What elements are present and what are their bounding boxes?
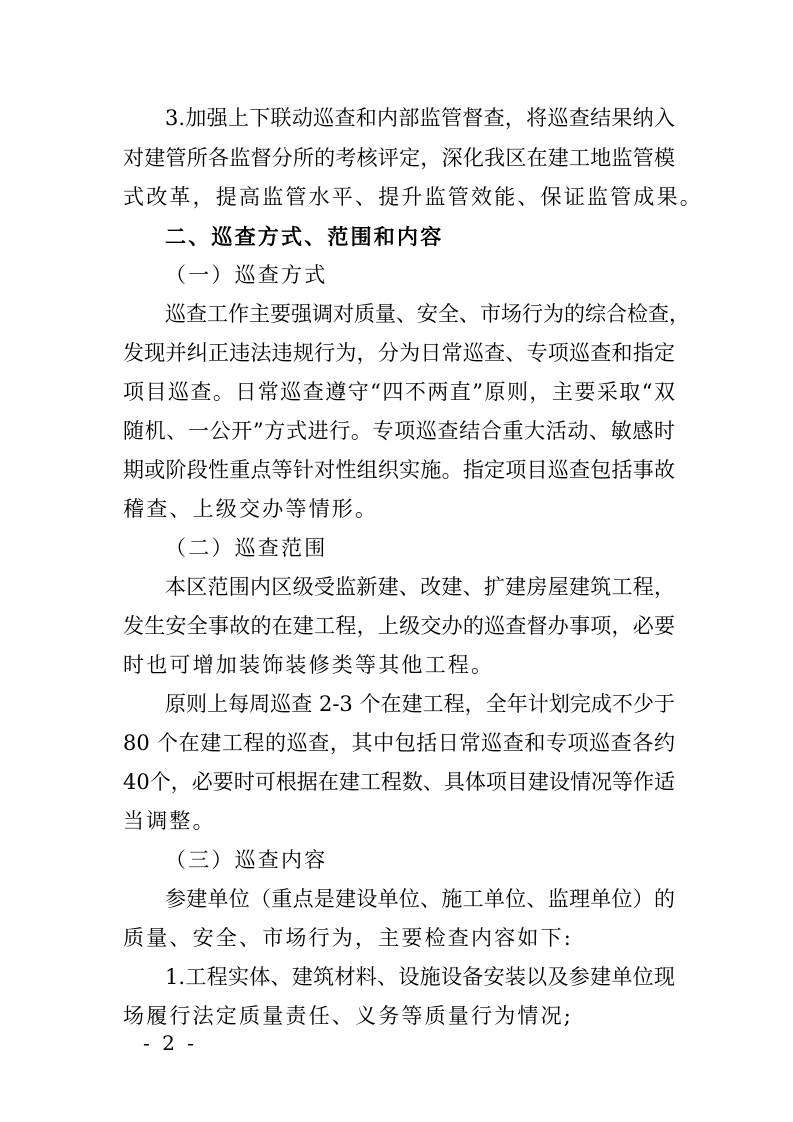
paragraph-line: 本区范围内区级受监新建、改建、扩建房屋建筑工程， <box>165 575 675 599</box>
paragraph-line: 项目巡查。日常巡查遵守“四不两直”原则，主要采取“双 <box>123 380 675 404</box>
paragraph-line: 40个，必要时可根据在建工程数、具体项目建设情况等作适 <box>123 770 675 794</box>
paragraph-line: 1.工程实体、建筑材料、设施设备安装以及参建单位现 <box>165 965 675 989</box>
section-heading: 二、巡查方式、范围和内容 <box>165 224 444 249</box>
paragraph-line: 时也可增加装饰装修类等其他工程。 <box>123 653 495 677</box>
paragraph-line: 当调整。 <box>123 809 216 833</box>
subsection-heading: （二）巡查范围 <box>165 536 328 560</box>
paragraph-line: 随机、一公开”方式进行。专项巡查结合重大活动、敏感时 <box>123 419 675 443</box>
paragraph-line: 80 个在建工程的巡查，其中包括日常巡查和专项巡查各约 <box>123 731 675 755</box>
paragraph-line: 场履行法定质量责任、义务等质量行为情况; <box>123 1004 574 1028</box>
subsection-heading: （三）巡查内容 <box>165 848 328 872</box>
paragraph-line: 发现并纠正违法违规行为，分为日常巡查、专项巡查和指定 <box>123 341 675 365</box>
paragraph-line: 稽查、上级交办等情形。 <box>123 497 379 521</box>
paragraph-line: 参建单位（重点是建设单位、施工单位、监理单位）的 <box>165 887 675 911</box>
paragraph-line: 巡查工作主要强调对质量、安全、市场行为的综合检查， <box>165 302 690 326</box>
paragraph-line: 发生安全事故的在建工程，上级交办的巡查督办事项，必要 <box>123 614 675 638</box>
paragraph-line: 原则上每周巡查 2-3 个在建工程，全年计划完成不少于 <box>165 692 675 716</box>
paragraph-line: 式改革，提高监管水平、提升监管效能、保证监管成果。 <box>123 185 703 209</box>
paragraph-line: 对建管所各监督分所的考核评定，深化我区在建工地监管模 <box>123 146 675 170</box>
paragraph-line: 期或阶段性重点等针对性组织实施。指定项目巡查包括事故 <box>123 458 675 482</box>
paragraph-line: 质量、安全、市场行为，主要检查内容如下: <box>123 926 574 950</box>
subsection-heading: （一）巡查方式 <box>165 263 328 287</box>
page-number: - 2 - <box>143 1031 197 1055</box>
paragraph-line: 3.加强上下联动巡查和内部监管督查，将巡查结果纳入 <box>165 106 675 130</box>
